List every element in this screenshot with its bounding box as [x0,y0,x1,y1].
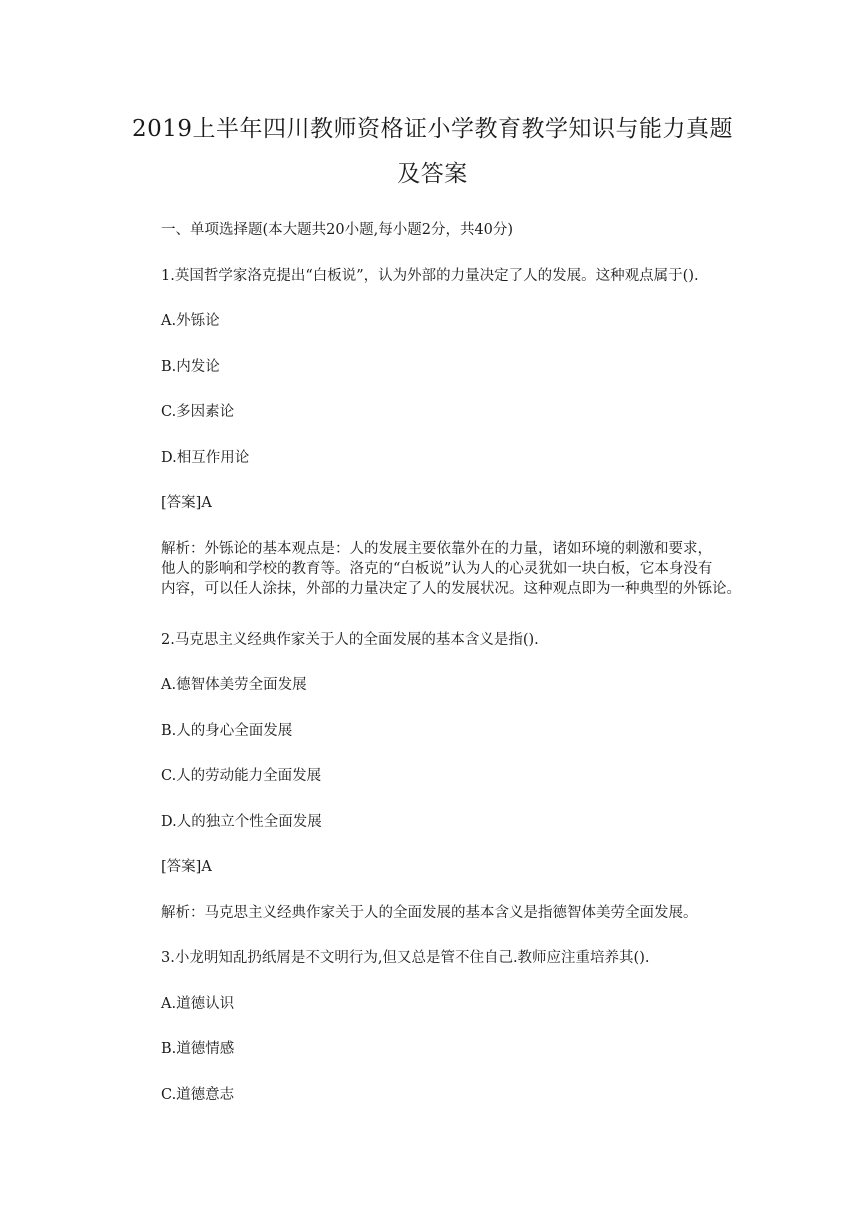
question-3-option-c: C.道德意志 [161,1087,235,1103]
question-1-analysis-line-3: 内容，可以任人涂抹，外部的力量决定了人的发展状况。这种观点即为一种典型的外铄论。 [161,581,741,597]
question-2-option-a: A.德智体美劳全面发展 [161,677,307,693]
question-1-option-a: A.外铄论 [161,313,220,329]
question-1-analysis-line-1: 解析：外铄论的基本观点是：人的发展主要依靠外在的力量，诸如环境的刺激和要求， [161,541,712,557]
question-2-answer: [答案]A [161,859,212,875]
question-1-answer: [答案]A [161,495,212,511]
question-2-analysis: 解析：马克思主义经典作家关于人的全面发展的基本含义是指德智体美劳全面发展。 [161,905,698,921]
document-title-line-2: 及答案 [397,161,468,187]
question-3-stem: 3.小龙明知乱扔纸屑是不文明行为,但又总是管不住自己.教师应注重培养其(). [161,950,650,966]
question-1-option-c: C.多因素论 [161,404,235,420]
question-1-option-b: B.内发论 [161,359,220,375]
document-title-line-1: 2019上半年四川教师资格证小学教育教学知识与能力真题 [131,116,734,142]
question-1-analysis-line-2: 他人的影响和学校的教育等。洛克的“白板说”认为人的心灵犹如一块白板，它本身没有 [161,561,713,577]
question-1-stem: 1.英国哲学家洛克提出“白板说”，认为外部的力量决定了人的发展。这种观点属于(). [161,268,699,284]
question-2-option-d: D.人的独立个性全面发展 [161,814,322,830]
question-3-option-b: B.道德情感 [161,1041,235,1057]
section-heading: 一、单项选择题(本大题共20小题,每小题2分，共40分) [161,222,514,238]
question-1-analysis [161,539,741,599]
question-2-option-b: B.人的身心全面发展 [161,723,293,739]
question-2-option-c: C.人的劳动能力全面发展 [161,768,322,784]
question-1-option-d: D.相互作用论 [161,450,250,466]
question-3-option-a: A.道德认识 [161,996,235,1012]
question-2-stem: 2.马克思主义经典作家关于人的全面发展的基本含义是指(). [161,632,539,648]
